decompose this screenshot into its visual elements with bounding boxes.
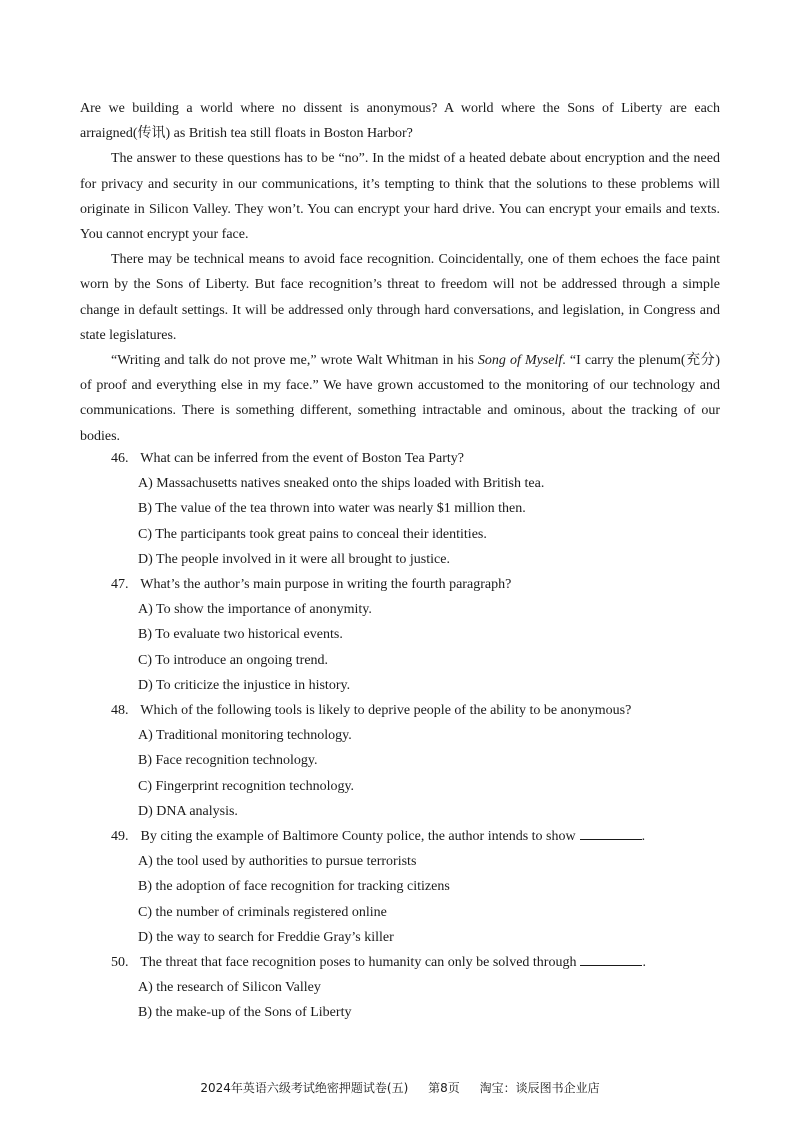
question-number: 50. <box>111 955 129 971</box>
option-d[interactable]: D) DNA analysis. <box>138 803 238 819</box>
option-d[interactable]: D) The people involved in it were all brought to justice. <box>138 551 450 567</box>
question-47 <box>80 572 720 698</box>
option-b[interactable]: B) To evaluate two historical events. <box>138 627 343 643</box>
question-number: 48. <box>111 703 129 719</box>
question-text: The threat that face recognition poses to humanity can only be solved through <box>140 955 577 971</box>
option-c[interactable]: C) The participants took great pains to conceal their identities. <box>138 526 487 542</box>
question-stem <box>80 572 720 597</box>
answer-blank <box>580 827 642 840</box>
option-d[interactable]: D) the way to search for Freddie Gray’s killer <box>138 929 394 945</box>
question-number: 47. <box>111 577 129 593</box>
question-text: By citing the example of Baltimore County police, the author intends to show <box>140 829 576 845</box>
option-c[interactable]: C) the number of criminals registered online <box>138 904 387 920</box>
question-46 <box>80 446 720 572</box>
answer-blank <box>580 953 642 966</box>
option-a[interactable]: A) Traditional monitoring technology. <box>138 728 352 744</box>
shop-name: 淘宝：谈辰图书企业店 <box>479 1081 600 1095</box>
option-a[interactable]: A) the research of Silicon Valley <box>138 980 321 996</box>
question-50 <box>80 950 720 1026</box>
reading-passage <box>80 96 720 449</box>
question-stem: 49. By citing the example of Baltimore County police, the author intends to show . <box>80 824 720 849</box>
question-text: What’s the author’s main purpose in writing the fourth paragraph? <box>140 577 512 593</box>
paragraph-4-text-a: “Writing and talk do not prove me,” wrote Walt Whitman in his <box>111 353 478 369</box>
paragraph-2: The answer to these questions has to be “no”. In the midst of a heated debate about encryption and the need for privacy and security in our communications, it’s tempting to think that the solutions to these problems will originate in Silicon Valley. They won’t. You can encrypt your hard drive. You can encrypt your emails and texts. You cannot encrypt your face. <box>80 151 720 243</box>
question-number: 49. <box>111 829 129 845</box>
question-stem <box>80 698 720 723</box>
option-c[interactable]: C) Fingerprint recognition technology. <box>138 778 355 794</box>
question-text: Which of the following tools is likely to deprive people of the ability to be anonymous? <box>140 703 632 719</box>
option-b[interactable]: B) the adoption of face recognition for tracking citizens <box>138 879 450 895</box>
book-title: Song of Myself <box>477 353 563 369</box>
question-49 <box>80 824 720 950</box>
paragraph-3: There may be technical means to avoid face recognition. Coincidentally, one of them echoes the face paint worn by the Sons of Liberty. But face recognition’s threat to freedom will not be addressed through a simple change in default settings. It will be addressed only through hard conversations, and legislation, in Congress and state legislatures. <box>80 252 720 343</box>
paragraph-4 <box>80 348 720 449</box>
question-48 <box>80 698 720 824</box>
option-a[interactable]: A) the tool used by authorities to pursue terrorists <box>138 854 417 870</box>
question-number: 46. <box>111 451 129 466</box>
page-number: 第8页 <box>428 1081 460 1095</box>
option-d[interactable]: D) To criticize the injustice in history. <box>138 677 351 693</box>
option-b[interactable]: B) The value of the tea thrown into water was nearly $1 million then. <box>138 501 526 517</box>
question-text: What can be inferred from the event of Boston Tea Party? <box>140 451 464 466</box>
option-a[interactable]: A) Massachusetts natives sneaked onto the ships loaded with British tea. <box>138 476 545 492</box>
option-c[interactable]: C) To introduce an ongoing trend. <box>138 652 329 668</box>
page-footer <box>0 1079 800 1096</box>
question-stem <box>80 446 720 471</box>
paragraph-1: Are we building a world where no dissent is anonymous? A world where the Sons of Liberty are each arraigned(传讯) as British tea still floats in Boston Harbor? <box>80 101 720 142</box>
option-b[interactable]: B) Face recognition technology. <box>138 753 318 769</box>
question-stem: 50. The threat that face recognition poses to humanity can only be solved through . <box>80 950 720 975</box>
exam-title: 2024年英语六级考试绝密押题试卷(五) <box>200 1081 409 1095</box>
option-b[interactable]: B) the make-up of the Sons of Liberty <box>138 1005 352 1021</box>
option-a[interactable]: A) To show the importance of anonymity. <box>138 602 372 618</box>
question-list <box>80 446 720 1026</box>
paragraph-4-text-b: . “I carry the plenum(充分) of proof and everything else in my face.” We have grown accustomed to the monitoring of our technology and communications. There is something different, something intractable and ominous, about the tracking of our bodies. <box>80 353 720 444</box>
